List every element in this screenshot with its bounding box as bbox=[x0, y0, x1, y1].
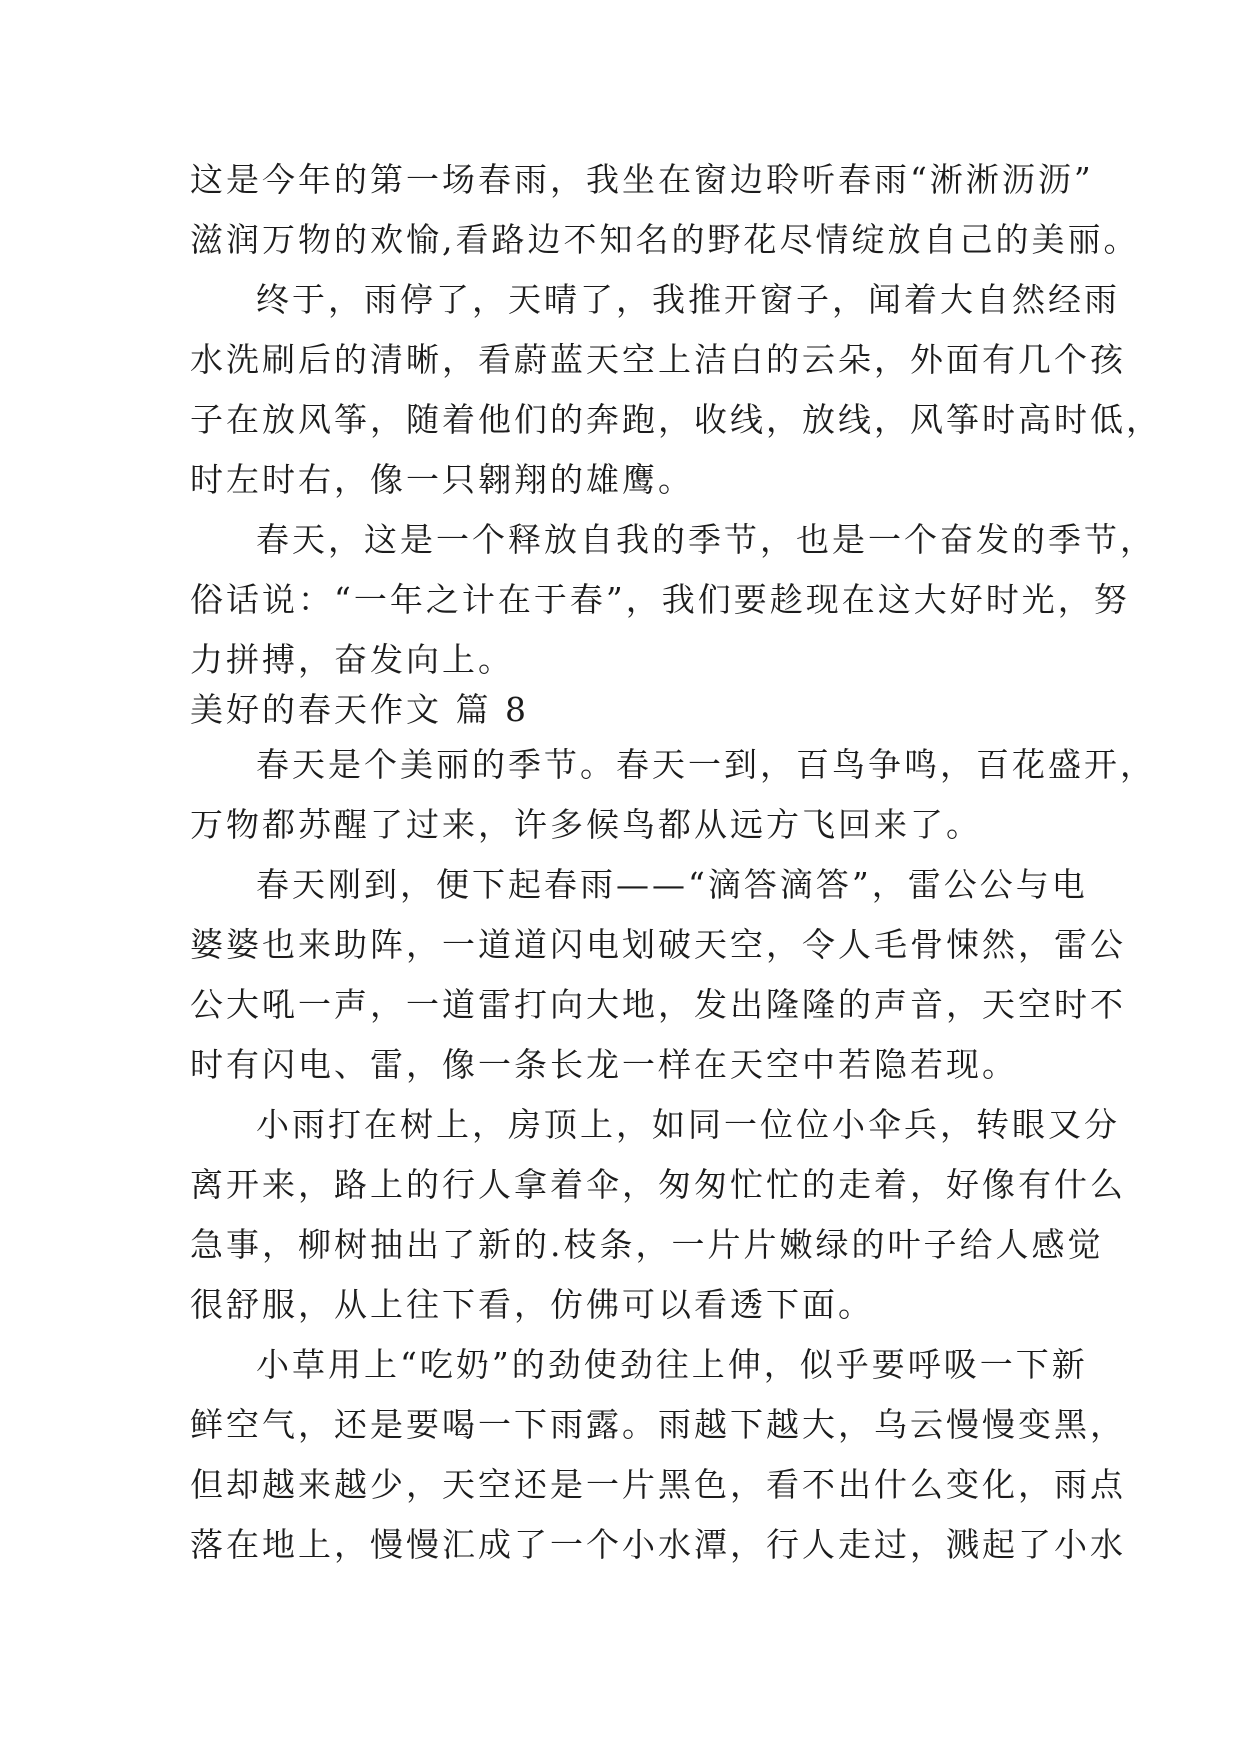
text-line: 万物都苏醒了过来，许多候鸟都从远方飞回来了。 bbox=[190, 805, 982, 844]
text-line: 公大吼一声，一道雷打向大地，发出隆隆的声音，天空时不 bbox=[190, 985, 1126, 1024]
paragraph-start-line: 春天刚到，便下起春雨——“滴答滴答”，雷公公与电 bbox=[256, 865, 1088, 904]
text-line: 时左时右，像一只翱翔的雄鹰。 bbox=[190, 460, 694, 499]
paragraph-start-line: 小草用上“吃奶”的劲使劲往上伸，似乎要呼吸一下新 bbox=[256, 1345, 1088, 1384]
text-line: 子在放风筝，随着他们的奔跑，收线，放线，风筝时高时低， bbox=[190, 400, 1162, 439]
text-line: 急事，柳树抽出了新的.枝条，一片片嫩绿的叶子给人感觉 bbox=[190, 1225, 1104, 1264]
paragraph-start-line: 春天是个美丽的季节。春天一到，百鸟争鸣，百花盛开， bbox=[256, 745, 1156, 784]
text-line: 离开来，路上的行人拿着伞，匆匆忙忙的走着，好像有什么 bbox=[190, 1165, 1126, 1204]
text-line: 这是今年的第一场春雨，我坐在窗边聆听春雨“淅淅沥沥” bbox=[190, 160, 1094, 199]
paragraph-start-line: 终于，雨停了，天晴了，我推开窗子，闻着大自然经雨 bbox=[256, 280, 1120, 319]
text-line: 力拼搏，奋发向上。 bbox=[190, 640, 514, 679]
text-line: 落在地上，慢慢汇成了一个小水潭，行人走过，溅起了小水 bbox=[190, 1525, 1126, 1564]
text-line: 鲜空气，还是要喝一下雨露。雨越下越大，乌云慢慢变黑， bbox=[190, 1405, 1126, 1444]
text-line: 时有闪电、雷，像一条长龙一样在天空中若隐若现。 bbox=[190, 1045, 1018, 1084]
text-line: 很舒服，从上往下看，仿佛可以看透下面。 bbox=[190, 1285, 874, 1324]
text-line: 俗话说：“一年之计在于春”，我们要趁现在这大好时光，努 bbox=[190, 580, 1130, 619]
paragraph-start-line: 小雨打在树上，房顶上，如同一位位小伞兵，转眼又分 bbox=[256, 1105, 1120, 1144]
text-line: 但却越来越少，天空还是一片黑色，看不出什么变化，雨点 bbox=[190, 1465, 1126, 1504]
text-line: 滋润万物的欢愉,看路边不知名的野花尽情绽放自己的美丽。 bbox=[190, 220, 1140, 259]
paragraph-start-line: 春天，这是一个释放自我的季节，也是一个奋发的季节， bbox=[256, 520, 1156, 559]
section-heading: 美好的春天作文 篇 8 bbox=[190, 690, 529, 729]
text-line: 水洗刷后的清晰，看蔚蓝天空上洁白的云朵，外面有几个孩 bbox=[190, 340, 1126, 379]
text-line: 婆婆也来助阵，一道道闪电划破天空，令人毛骨悚然，雷公 bbox=[190, 925, 1126, 964]
